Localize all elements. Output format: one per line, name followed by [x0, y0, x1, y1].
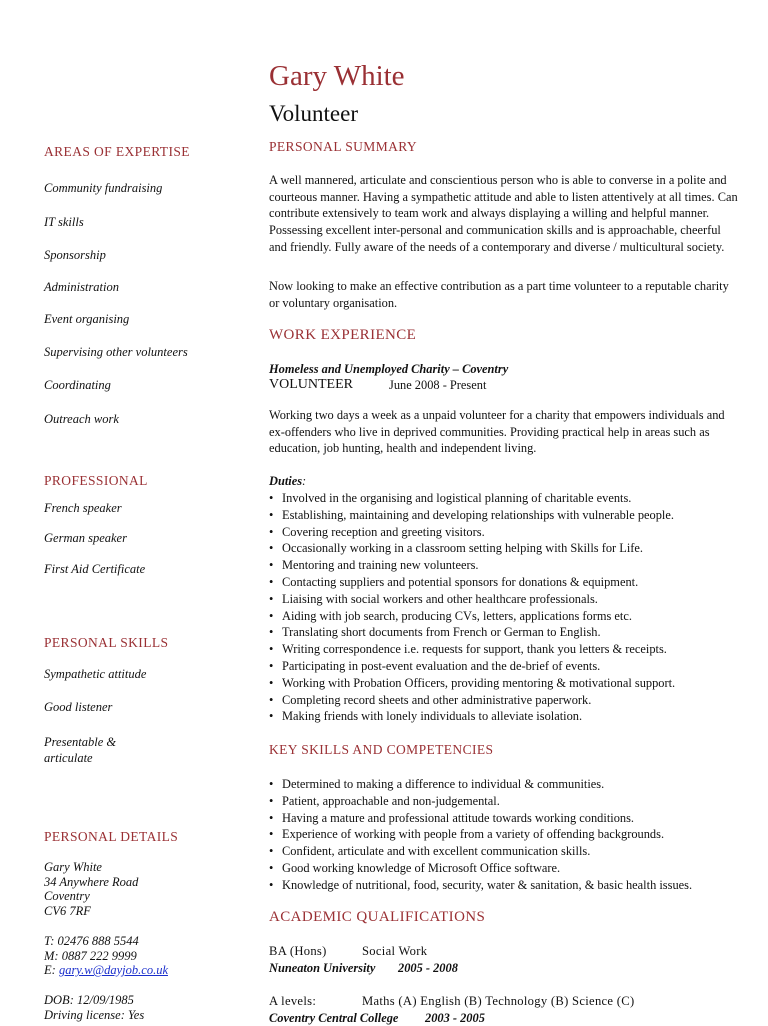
list-item: • Establishing, maintaining and developing relationships with vulnerable people. — [269, 507, 739, 524]
list-item: • Covering reception and greeting visitors. — [269, 524, 739, 541]
contact-address-line: 34 Anywhere Road — [44, 874, 139, 889]
list-item: • Involved in the organising and logistical planning of charitable events. — [269, 490, 739, 507]
expertise-item: Coordinating — [44, 378, 111, 392]
list-item: • Determined to making a difference to individual & communities. — [269, 776, 739, 793]
key-skills-list — [269, 776, 739, 894]
summary-heading: PERSONAL SUMMARY — [269, 139, 418, 154]
professional-item: First Aid Certificate — [44, 562, 146, 576]
list-item: • Patient, approachable and non-judgemental. — [269, 793, 739, 810]
list-item: • Good working knowledge of Microsoft Office software. — [269, 860, 739, 877]
personal-details-heading: PERSONAL DETAILS — [44, 829, 179, 844]
contact-mobile: M: 0887 222 9999 — [44, 948, 137, 963]
list-item: • Working with Probation Officers, providing mentoring & motivational support. — [269, 675, 739, 692]
job-description: Working two days a week as a unpaid volunteer for a charity that empowers individuals and ex-offenders who live in deprived communities. Providing practical help in areas such as education, job hunting, health and independent living. — [269, 408, 725, 456]
job-dates: June 2008 - Present — [389, 378, 487, 392]
work-experience-heading: WORK EXPERIENCE — [269, 327, 417, 343]
list-item: • Liaising with social workers and other healthcare professionals. — [269, 591, 739, 608]
list-item: • Occasionally working in a classroom setting helping with Skills for Life. — [269, 540, 739, 557]
list-item: • Knowledge of nutritional, food, security, water & sanitation, & basic health issues. — [269, 877, 739, 894]
date-of-birth: DOB: 12/09/1985 — [44, 993, 134, 1007]
candidate-role: Volunteer — [269, 101, 359, 126]
list-item: • Contacting suppliers and potential sponsors for donations & equipment. — [269, 574, 739, 591]
expertise-item: Sponsorship — [44, 248, 106, 262]
list-item: • Making friends with lonely individuals to alleviate isolation. — [269, 708, 739, 725]
email-label: E: — [44, 963, 59, 978]
list-item: • Having a mature and professional attitude towards working conditions. — [269, 810, 739, 827]
expertise-item: Community fundraising — [44, 181, 163, 195]
alevels-grades: Maths (A) English (B) Technology (B) Science (C) — [362, 994, 635, 1008]
contact-numbers — [44, 934, 168, 978]
expertise-item: Outreach work — [44, 412, 119, 426]
professional-heading: PROFESSIONAL — [44, 473, 148, 488]
summary-objective: Now looking to make an effective contribution as a part time volunteer to a reputable charity or voluntary organisation. — [269, 279, 729, 310]
personal-skill-item: articulate — [44, 751, 93, 765]
summary-paragraph: A well mannered, articulate and conscientious person who is able to converse in a polite and courteous manner. Having a sympathetic attitude and able to listen attentively at all times. Can contribute extensively to team work and always displaying a willing and helpful manner. Possessing excellent inter-personal and communication skills and is approachable, cheerful and friendly. Fully aware of the needs of a contemporary and diverse / multicultural society. — [269, 173, 738, 254]
expertise-item: Supervising other volunteers — [44, 345, 188, 359]
expertise-heading: AREAS OF EXPERTISE — [44, 144, 190, 159]
college-dates: 2003 - 2005 — [425, 1011, 485, 1025]
employer: Homeless and Unemployed Charity – Coventry — [269, 362, 509, 376]
list-item: • Experience of working with people from a variety of offending backgrounds. — [269, 826, 739, 843]
personal-skill-item: Sympathetic attitude — [44, 667, 147, 681]
academic-heading: ACADEMIC QUALIFICATIONS — [269, 909, 486, 925]
list-item: • Participating in post-event evaluation and the de-brief of events. — [269, 658, 739, 675]
list-item: • Translating short documents from French or German to English. — [269, 624, 739, 641]
contact-extra — [44, 993, 144, 1022]
college: Coventry Central College — [269, 1011, 399, 1025]
personal-skill-item: Good listener — [44, 700, 113, 714]
list-item: • Completing record sheets and other administrative paperwork. — [269, 692, 739, 709]
expertise-item: Event organising — [44, 312, 130, 326]
driving-license: Driving license: Yes — [44, 1007, 145, 1022]
contact-email-row — [44, 963, 168, 978]
professional-item: German speaker — [44, 531, 127, 545]
alevels-label: A levels: — [269, 994, 317, 1008]
list-item: • Aiding with job search, producing CVs, letters, applications forms etc. — [269, 608, 739, 625]
personal-skill-item: Presentable & — [44, 735, 117, 749]
candidate-name: Gary White — [269, 60, 405, 92]
degree: BA (Hons) — [269, 944, 327, 958]
list-item: • Mentoring and training new volunteers. — [269, 557, 739, 574]
contact-postcode: CV6 7RF — [44, 903, 91, 918]
university: Nuneaton University — [269, 961, 376, 975]
duties-list — [269, 490, 739, 725]
contact-name: Gary White — [44, 860, 102, 874]
personal-skills-heading: PERSONAL SKILLS — [44, 635, 169, 650]
list-item: • Confident, articulate and with excellent communication skills. — [269, 843, 739, 860]
professional-item: French speaker — [44, 501, 122, 515]
key-skills-heading: KEY SKILLS AND COMPETENCIES — [269, 742, 494, 757]
degree-subject: Social Work — [362, 944, 428, 958]
university-dates: 2005 - 2008 — [398, 961, 458, 975]
duties-label: Duties: — [269, 474, 307, 488]
expertise-item: IT skills — [44, 215, 84, 229]
expertise-item: Administration — [44, 280, 120, 294]
email-link[interactable]: gary.w@dayjob.co.uk — [58, 963, 168, 978]
job-position: VOLUNTEER — [269, 377, 353, 392]
contact-telephone: T: 02476 888 5544 — [44, 934, 139, 948]
list-item: • Writing correspondence i.e. requests for support, thank you letters & receipts. — [269, 641, 739, 658]
contact-city: Coventry — [44, 889, 90, 904]
contact-details — [44, 860, 138, 918]
